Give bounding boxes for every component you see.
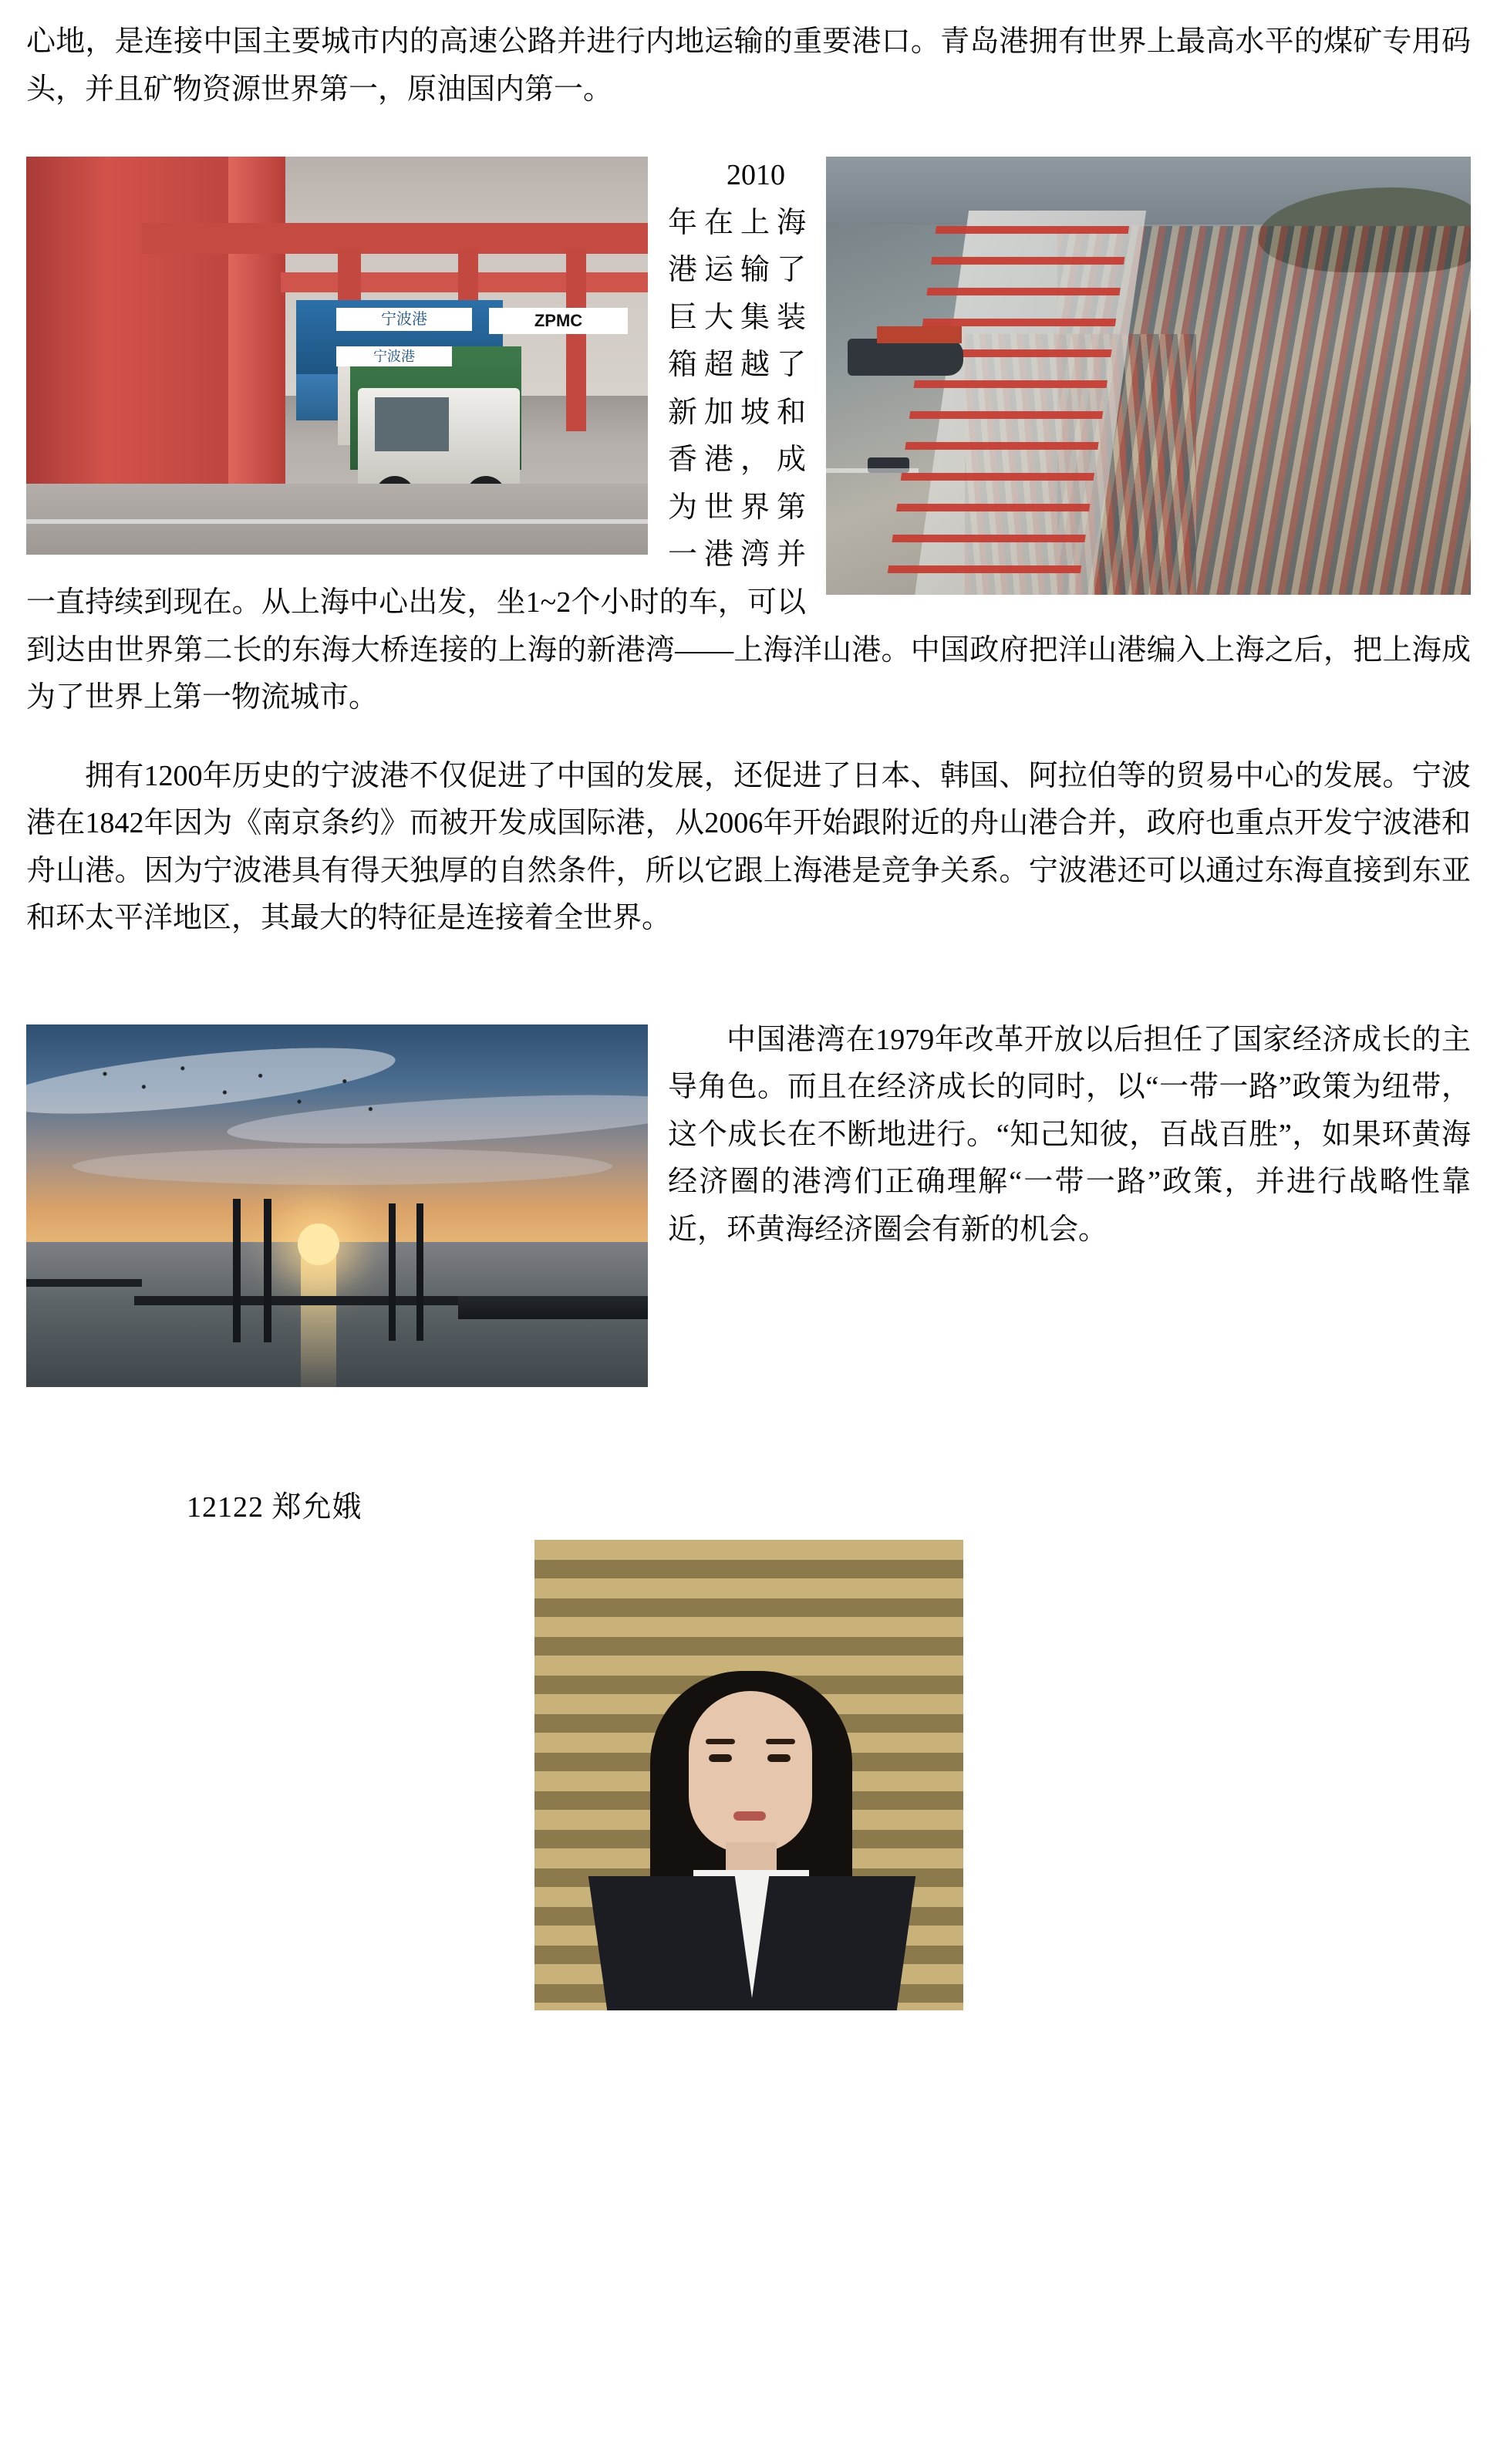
photo-container-ship <box>848 339 963 376</box>
photo-crane-leg-3 <box>566 249 586 431</box>
author-id-and-name: 12122 郑允娥 <box>187 1490 362 1524</box>
photo-sign-brand: ZPMC <box>489 308 628 334</box>
image-donghai-bridge-sunset <box>26 1024 648 1387</box>
photo-pier <box>26 1279 142 1287</box>
photo-birds <box>72 1055 396 1148</box>
photo-bridge-deck-right <box>458 1296 648 1319</box>
photo-ship-deck <box>877 326 962 343</box>
photo-sun <box>298 1224 339 1265</box>
photo-eyebrow-right <box>766 1739 795 1744</box>
portrait-container <box>26 1527 1471 2023</box>
photo-bridge-tower-1-left <box>233 1199 241 1342</box>
photo-truck-cab <box>375 397 449 451</box>
photo-mouth <box>733 1811 766 1821</box>
photo-sun-reflection <box>301 1256 336 1387</box>
paragraph-shanghai: 2010年在上海港运输了巨大集装箱超越了新加坡和香港，成为世界第一港湾并一直持续到现在。从上海中心出发，坐1~2个小时的车，可以到达由世界第二长的东海大桥连接的上海的新港湾——上海洋山港。中国政府把洋山港编入上海之后，把上海成为了世界上第一物流城市。 <box>26 159 1471 714</box>
photo-bridge-tower-2-left <box>389 1203 396 1341</box>
photo-jacket-right <box>750 1876 915 2010</box>
paragraph-policy: 中国港湾在1979年改革开放以后担任了国家经济成长的主导角色。而且在经济成长的同时，以“一带一路”政策为纽带，这个成长在不断地进行。“知己知彼，百战百胜”，如果环黄海经济圈的港湾们正确理解“一带一路”政策，并进行战略性靠近，环黄海经济圈会有新的机会。 <box>668 1023 1471 1247</box>
photo-sign-port-name: 宁波港 <box>336 308 472 331</box>
photo-ship-wake <box>826 468 919 473</box>
section-shanghai <box>26 152 1471 943</box>
section-policy <box>26 1017 1471 1392</box>
photo-road-stripe <box>26 519 648 524</box>
image-ningbo-crane-terminal <box>26 157 648 555</box>
photo-eye-right <box>767 1754 791 1762</box>
photo-eyebrow-left <box>706 1739 735 1744</box>
photo-jacket-left <box>588 1876 753 2010</box>
image-yangshan-aerial <box>826 157 1471 595</box>
image-author-portrait <box>534 1540 963 2010</box>
spacer-large <box>26 943 1471 1017</box>
photo-bridge-tower-1-right <box>264 1199 271 1342</box>
photo-eye-left <box>709 1754 732 1762</box>
paragraph-intro: 心地，是连接中国主要城市内的高速公路并进行内地运输的重要港口。青岛港拥有世界上最高水平的煤矿专用码头，并且矿物资源世界第一，原油国内第一。 <box>26 25 1471 106</box>
author-row <box>26 1483 1471 1524</box>
photo-face <box>689 1691 812 1853</box>
photo-bridge-tower-2-right <box>416 1203 423 1341</box>
photo-cloud-3 <box>72 1148 612 1185</box>
spacer <box>26 722 1471 753</box>
paragraph-ningbo: 拥有1200年历史的宁波港不仅促进了中国的发展，还促进了日本、韩国、阿拉伯等的贸易中心的发展。宁波港在1842年因为《南京条约》而被开发成国际港，从2006年开始跟附近的舟山港合并，政府也重点开发宁波港和舟山港。因为宁波港具有得天独厚的自然条件，所以它跟上海港是竞争关系。宁波港还可以通过东海直接到东亚和环太平洋地区，其最大的特征是连接着全世界。 <box>26 759 1471 935</box>
photo-sign-port-small: 宁波港 <box>336 346 452 366</box>
